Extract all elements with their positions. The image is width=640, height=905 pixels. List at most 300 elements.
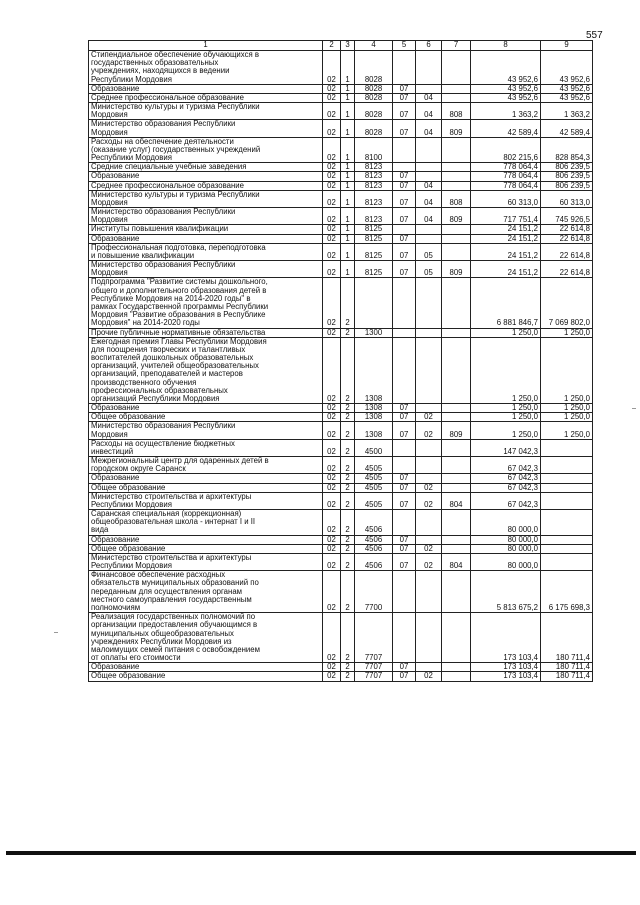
code-cell <box>416 510 442 536</box>
code-cell <box>442 243 471 260</box>
table-row <box>89 571 593 613</box>
amount-cell <box>541 510 593 536</box>
code-cell <box>416 163 442 172</box>
amount-cell: 1 250,0 <box>471 404 541 413</box>
code-cell: 4505 <box>355 474 393 483</box>
row-name: Министерство образования Республики Мордовия <box>89 120 323 137</box>
amount-cell: 43 952,6 <box>471 93 541 102</box>
row-name: Реализация государственных полномочий по организации предоставления обучающимся в муниципальных общеобразовательных учреждениях Республики Мордовия из малоимущих семей питания с освобождением от оплаты его стоимости <box>89 613 323 663</box>
amount-cell: 22 614,8 <box>541 225 593 234</box>
row-name: Министерство культуры и туризма Республики Мордовия <box>89 103 323 120</box>
table-row <box>89 190 593 207</box>
code-cell <box>442 234 471 243</box>
table-row <box>89 439 593 456</box>
amount-cell: 1 363,2 <box>541 103 593 120</box>
amount-cell: 180 711,4 <box>541 613 593 663</box>
code-cell <box>416 663 442 672</box>
code-cell: 02 <box>416 413 442 422</box>
table-row <box>89 492 593 509</box>
amount-cell: 806 239,5 <box>541 181 593 190</box>
code-cell: 02 <box>323 51 341 85</box>
code-cell: 02 <box>323 84 341 93</box>
code-cell: 809 <box>442 208 471 225</box>
code-cell <box>442 337 471 403</box>
row-name: Стипендиальное обеспечение обучающихся в государственных образовательных учреждениях, находящихся в ведении Республики Мордовия <box>89 51 323 85</box>
table-row <box>89 672 593 681</box>
code-cell: 07 <box>393 413 416 422</box>
amount-cell: 24 151,2 <box>471 243 541 260</box>
code-cell: 1 <box>341 84 355 93</box>
amount-cell: 1 250,0 <box>471 328 541 337</box>
code-cell <box>442 474 471 483</box>
code-cell: 2 <box>341 492 355 509</box>
table-row <box>89 278 593 328</box>
code-cell: 02 <box>416 553 442 570</box>
row-name: Министерство образования Республики Мордовия <box>89 422 323 439</box>
code-cell: 07 <box>393 474 416 483</box>
amount-cell: 80 000,0 <box>471 510 541 536</box>
code-cell: 02 <box>323 483 341 492</box>
row-name: Ежегодная премия Главы Республики Мордовия для поощрения творческих и талантливых воспитателей дошкольных образовательных организаций, учителей общеобразовательных организаций, преподавателей и мастеров производственного обучения профессиональных образовательных организаций Республики Мордовия <box>89 337 323 403</box>
code-cell: 2 <box>341 483 355 492</box>
code-cell <box>442 413 471 422</box>
code-cell: 07 <box>393 190 416 207</box>
code-cell <box>355 278 393 328</box>
code-cell <box>442 172 471 181</box>
code-cell: 02 <box>416 544 442 553</box>
code-cell: 7707 <box>355 663 393 672</box>
table-row <box>89 137 593 163</box>
code-cell: 808 <box>442 103 471 120</box>
amount-cell: 22 614,8 <box>541 234 593 243</box>
code-cell: 02 <box>416 422 442 439</box>
code-cell: 07 <box>393 404 416 413</box>
code-cell: 4500 <box>355 439 393 456</box>
code-cell: 07 <box>393 672 416 681</box>
code-cell: 02 <box>323 404 341 413</box>
row-name: Среднее профессиональное образование <box>89 93 323 102</box>
code-cell: 8125 <box>355 261 393 278</box>
code-cell: 02 <box>323 93 341 102</box>
row-name: Образование <box>89 172 323 181</box>
code-cell: 02 <box>323 120 341 137</box>
code-cell: 1 <box>341 243 355 260</box>
code-cell: 1 <box>341 208 355 225</box>
code-cell: 02 <box>416 672 442 681</box>
code-cell: 8028 <box>355 120 393 137</box>
code-cell: 07 <box>393 103 416 120</box>
amount-cell: 43 952,6 <box>541 93 593 102</box>
budget-table <box>88 40 593 682</box>
row-name: Институты повышения квалификации <box>89 225 323 234</box>
code-cell <box>393 571 416 613</box>
code-cell: 2 <box>341 439 355 456</box>
code-cell: 1 <box>341 137 355 163</box>
amount-cell <box>541 483 593 492</box>
amount-cell: 778 064,4 <box>471 163 541 172</box>
header-cell: 8 <box>471 41 541 51</box>
page-number: 557 <box>586 30 603 41</box>
code-cell: 02 <box>323 422 341 439</box>
code-cell: 4506 <box>355 544 393 553</box>
table-row <box>89 120 593 137</box>
code-cell: 1 <box>341 120 355 137</box>
code-cell: 02 <box>323 510 341 536</box>
header-cell: 9 <box>541 41 593 51</box>
amount-cell: 180 711,4 <box>541 663 593 672</box>
code-cell <box>442 663 471 672</box>
row-name: Среднее профессиональное образование <box>89 181 323 190</box>
amount-cell: 806 239,5 <box>541 172 593 181</box>
code-cell <box>442 328 471 337</box>
code-cell <box>442 544 471 553</box>
amount-cell: 778 064,4 <box>471 172 541 181</box>
amount-cell: 828 854,3 <box>541 137 593 163</box>
code-cell <box>393 510 416 536</box>
code-cell: 2 <box>341 337 355 403</box>
row-name: Общее образование <box>89 483 323 492</box>
table-row <box>89 613 593 663</box>
code-cell: 4505 <box>355 492 393 509</box>
table-row <box>89 544 593 553</box>
code-cell: 1308 <box>355 413 393 422</box>
code-cell <box>393 278 416 328</box>
code-cell <box>416 172 442 181</box>
code-cell: 02 <box>323 137 341 163</box>
row-name: Министерство образования Республики Мордовия <box>89 208 323 225</box>
code-cell <box>416 535 442 544</box>
amount-cell: 42 589,4 <box>471 120 541 137</box>
table-row <box>89 261 593 278</box>
row-name: Финансовое обеспечение расходных обязательств муниципальных образований по переданным для осуществления органам местного самоуправления государственным полномочиям <box>89 571 323 613</box>
code-cell: 4505 <box>355 483 393 492</box>
code-cell: 1 <box>341 190 355 207</box>
code-cell: 07 <box>393 553 416 570</box>
code-cell: 2 <box>341 672 355 681</box>
amount-cell: 22 614,8 <box>541 243 593 260</box>
code-cell: 02 <box>323 163 341 172</box>
row-name: Прочие публичные нормативные обязательства <box>89 328 323 337</box>
table-row <box>89 93 593 102</box>
code-cell: 2 <box>341 613 355 663</box>
code-cell <box>393 457 416 474</box>
amount-cell: 60 313,0 <box>471 190 541 207</box>
amount-cell: 22 614,8 <box>541 261 593 278</box>
amount-cell: 80 000,0 <box>471 553 541 570</box>
amount-cell: 1 250,0 <box>541 404 593 413</box>
table-row <box>89 243 593 260</box>
code-cell: 2 <box>341 328 355 337</box>
code-cell: 07 <box>393 243 416 260</box>
code-cell <box>416 278 442 328</box>
table-row <box>89 422 593 439</box>
code-cell: 8125 <box>355 243 393 260</box>
amount-cell <box>541 553 593 570</box>
code-cell <box>416 225 442 234</box>
code-cell: 1 <box>341 103 355 120</box>
row-name: Образование <box>89 84 323 93</box>
code-cell <box>416 613 442 663</box>
code-cell: 02 <box>323 328 341 337</box>
code-cell <box>393 337 416 403</box>
code-cell: 1308 <box>355 422 393 439</box>
code-cell: 1 <box>341 234 355 243</box>
code-cell: 7700 <box>355 571 393 613</box>
row-name: Расходы на осуществление бюджетных инвестиций <box>89 439 323 456</box>
row-name: Профессиональная подготовка, переподготовка и повышение квалификации <box>89 243 323 260</box>
table-row <box>89 225 593 234</box>
row-name: Министерство культуры и туризма Республики Мордовия <box>89 190 323 207</box>
code-cell: 2 <box>341 474 355 483</box>
code-cell: 8028 <box>355 103 393 120</box>
code-cell <box>442 613 471 663</box>
code-cell <box>442 137 471 163</box>
code-cell: 07 <box>393 422 416 439</box>
code-cell <box>416 474 442 483</box>
code-cell: 8123 <box>355 163 393 172</box>
header-cell: 7 <box>442 41 471 51</box>
code-cell: 8125 <box>355 225 393 234</box>
code-cell: 02 <box>323 181 341 190</box>
code-cell <box>416 51 442 85</box>
code-cell: 2 <box>341 510 355 536</box>
code-cell: 02 <box>323 492 341 509</box>
amount-cell: 67 042,3 <box>471 457 541 474</box>
amount-cell: 1 250,0 <box>471 413 541 422</box>
amount-cell: 717 751,4 <box>471 208 541 225</box>
code-cell: 8028 <box>355 93 393 102</box>
table-row <box>89 208 593 225</box>
code-cell: 02 <box>323 544 341 553</box>
amount-cell: 173 103,4 <box>471 672 541 681</box>
code-cell: 07 <box>393 181 416 190</box>
amount-cell: 1 250,0 <box>471 337 541 403</box>
amount-cell: 6 881 846,7 <box>471 278 541 328</box>
code-cell <box>442 404 471 413</box>
row-name: Общее образование <box>89 672 323 681</box>
table-row <box>89 172 593 181</box>
amount-cell: 24 151,2 <box>471 261 541 278</box>
code-cell: 02 <box>323 278 341 328</box>
code-cell: 02 <box>323 535 341 544</box>
code-cell: 1308 <box>355 404 393 413</box>
table-row <box>89 181 593 190</box>
code-cell: 8028 <box>355 51 393 85</box>
code-cell: 02 <box>323 613 341 663</box>
code-cell: 8123 <box>355 172 393 181</box>
amount-cell: 1 250,0 <box>541 413 593 422</box>
amount-cell: 24 151,2 <box>471 225 541 234</box>
code-cell <box>442 163 471 172</box>
code-cell: 02 <box>323 234 341 243</box>
code-cell <box>416 439 442 456</box>
code-cell <box>442 278 471 328</box>
code-cell: 8123 <box>355 181 393 190</box>
code-cell: 1 <box>341 163 355 172</box>
table-row <box>89 413 593 422</box>
code-cell <box>393 439 416 456</box>
amount-cell: 43 952,6 <box>471 51 541 85</box>
code-cell: 04 <box>416 103 442 120</box>
code-cell: 07 <box>393 120 416 137</box>
code-cell <box>416 84 442 93</box>
code-cell: 809 <box>442 422 471 439</box>
table-row <box>89 510 593 536</box>
code-cell: 1 <box>341 181 355 190</box>
code-cell <box>442 571 471 613</box>
row-name: Министерство строительства и архитектуры Республики Мордовия <box>89 553 323 570</box>
amount-cell: 1 250,0 <box>541 337 593 403</box>
code-cell: 02 <box>323 571 341 613</box>
header-cell: 2 <box>323 41 341 51</box>
code-cell <box>442 510 471 536</box>
amount-cell: 42 589,4 <box>541 120 593 137</box>
code-cell: 07 <box>393 93 416 102</box>
row-name: Общее образование <box>89 544 323 553</box>
code-cell: 1308 <box>355 337 393 403</box>
amount-cell <box>541 544 593 553</box>
row-name: Образование <box>89 535 323 544</box>
code-cell: 07 <box>393 535 416 544</box>
amount-cell: 1 250,0 <box>471 422 541 439</box>
code-cell <box>442 535 471 544</box>
row-name: Межрегиональный центр для одаренных детей в городском округе Саранск <box>89 457 323 474</box>
code-cell: 02 <box>323 413 341 422</box>
row-name: Образование <box>89 404 323 413</box>
table-row <box>89 103 593 120</box>
code-cell: 1 <box>341 172 355 181</box>
amount-cell <box>541 535 593 544</box>
table-row <box>89 84 593 93</box>
code-cell: 02 <box>323 190 341 207</box>
code-cell: 02 <box>323 337 341 403</box>
header-cell: 1 <box>89 41 323 51</box>
code-cell <box>416 328 442 337</box>
code-cell <box>393 163 416 172</box>
code-cell: 02 <box>323 663 341 672</box>
amount-cell: 43 952,6 <box>471 84 541 93</box>
code-cell <box>442 439 471 456</box>
code-cell <box>442 84 471 93</box>
amount-cell: 60 313,0 <box>541 190 593 207</box>
header-cell: 6 <box>416 41 442 51</box>
amount-cell: 1 250,0 <box>541 328 593 337</box>
amount-cell <box>541 492 593 509</box>
code-cell: 1 <box>341 261 355 278</box>
amount-cell: 67 042,3 <box>471 492 541 509</box>
amount-cell: 24 151,2 <box>471 234 541 243</box>
amount-cell: 5 813 675,2 <box>471 571 541 613</box>
table-row <box>89 535 593 544</box>
amount-cell: 67 042,3 <box>471 474 541 483</box>
code-cell: 2 <box>341 457 355 474</box>
row-name: Саранская специальная (коррекционная) общеобразовательная школа - интернат I и II вида <box>89 510 323 536</box>
code-cell: 8123 <box>355 190 393 207</box>
table-row <box>89 51 593 85</box>
code-cell: 04 <box>416 93 442 102</box>
code-cell <box>442 457 471 474</box>
code-cell: 8125 <box>355 234 393 243</box>
table-row <box>89 474 593 483</box>
code-cell: 02 <box>323 474 341 483</box>
code-cell: 04 <box>416 208 442 225</box>
code-cell: 04 <box>416 181 442 190</box>
code-cell: 1 <box>341 93 355 102</box>
code-cell <box>393 225 416 234</box>
code-cell: 2 <box>341 535 355 544</box>
row-name: Образование <box>89 474 323 483</box>
code-cell: 2 <box>341 413 355 422</box>
code-cell: 8100 <box>355 137 393 163</box>
code-cell: 7707 <box>355 613 393 663</box>
row-name: Средние специальные учебные заведения <box>89 163 323 172</box>
code-cell: 07 <box>393 483 416 492</box>
table-row <box>89 328 593 337</box>
code-cell: 8123 <box>355 208 393 225</box>
code-cell: 02 <box>416 492 442 509</box>
code-cell: 1 <box>341 225 355 234</box>
table-row <box>89 234 593 243</box>
code-cell: 02 <box>323 261 341 278</box>
code-cell <box>393 137 416 163</box>
code-cell: 02 <box>323 208 341 225</box>
code-cell: 02 <box>323 225 341 234</box>
code-cell: 04 <box>416 120 442 137</box>
table-row <box>89 457 593 474</box>
amount-cell: 43 952,6 <box>541 84 593 93</box>
code-cell <box>442 483 471 492</box>
code-cell: 2 <box>341 404 355 413</box>
code-cell: 02 <box>323 553 341 570</box>
table-row <box>89 163 593 172</box>
code-cell <box>416 457 442 474</box>
code-cell: 4505 <box>355 457 393 474</box>
table-row <box>89 483 593 492</box>
code-cell: 07 <box>393 544 416 553</box>
code-cell: 2 <box>341 422 355 439</box>
code-cell <box>393 613 416 663</box>
code-cell: 04 <box>416 190 442 207</box>
code-cell: 4506 <box>355 553 393 570</box>
code-cell: 05 <box>416 243 442 260</box>
code-cell: 07 <box>393 261 416 278</box>
code-cell: 2 <box>341 544 355 553</box>
code-cell: 02 <box>323 243 341 260</box>
code-cell <box>393 51 416 85</box>
header-cell: 4 <box>355 41 393 51</box>
amount-cell: 6 175 698,3 <box>541 571 593 613</box>
amount-cell: 1 250,0 <box>541 422 593 439</box>
code-cell: 2 <box>341 553 355 570</box>
margin-mark <box>632 408 636 409</box>
amount-cell: 1 363,2 <box>471 103 541 120</box>
row-name: Общее образование <box>89 413 323 422</box>
row-name: Образование <box>89 234 323 243</box>
code-cell <box>442 181 471 190</box>
amount-cell: 745 926,5 <box>541 208 593 225</box>
code-cell: 02 <box>323 672 341 681</box>
amount-cell <box>541 457 593 474</box>
row-name: Образование <box>89 663 323 672</box>
margin-mark <box>54 632 58 633</box>
code-cell <box>393 328 416 337</box>
amount-cell: 7 069 802,0 <box>541 278 593 328</box>
code-cell: 07 <box>393 492 416 509</box>
code-cell: 1 <box>341 51 355 85</box>
amount-cell: 80 000,0 <box>471 544 541 553</box>
code-cell <box>416 404 442 413</box>
code-cell: 02 <box>323 457 341 474</box>
